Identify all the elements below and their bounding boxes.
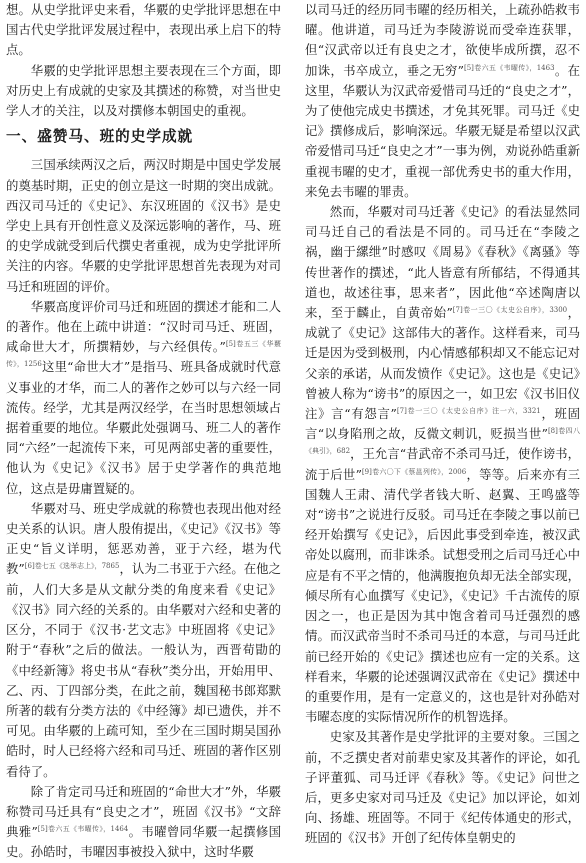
- paragraph: [6, 297, 281, 499]
- text-run: 华覈高度评价司马迁和班固的撰述才能和二人的著作。他在上疏中讲道：“汉时司马迁、班固，咸命世大才，所撰精妙，与六经俱传。”: [6, 298, 281, 355]
- text-run: 华覈对马、班史学成就的称赞也表现出他对经史关系的认识。唐人殷侑提出，《史记》《汉书》等正史“旨义详明，惩恶劝善，亚于六经，堪为代教”: [6, 500, 281, 577]
- text-run: ，认为二书亚于六经。在他之前，人们大多是从文献分类的角度来看《史记》《汉书》同六经的关系的。由华覈对六经和史著的区分，不同于《汉书·艺文志》中班固将《史记》附于“春秋”之后的做法。一般认为，西晋荀勖的《中经新簿》将史书从“春秋”类分出，开始用甲、乙、丙、丁四部分类，在此之前，魏国秘书郎郑默所著的载有分类方法的《中经簿》却已遗佚，并不可见。由华覈的上疏可知，至少在三国时期吴国孙皓时，时人已经将六经和司马迁、班固的著作区别看待了。: [6, 561, 281, 779]
- left-column: [6, 0, 281, 860]
- text-run: 除了肯定司马迁和班固的“命世大才”外，华覈称赞司马迁具有“良史之才”，班固《汉书》“文辞典雅”: [6, 783, 281, 840]
- paragraph: 史家及其著作是史学批评的主要对象。三国之前，不乏撰史者对前辈史家及其著作的评论，如孔子评董狐、司马迁评《春秋》等。《史记》问世之后，更多史家对司马迁及《史记》加以评论，如刘向、扬雄、班固等。不同于《纪传体通史的形式，班固的《汉书》开创了纪传体皇朝史的: [305, 729, 580, 846]
- text-run: ，班固言“以身陷刑之故，反微文刺讥，贬损当世”: [305, 406, 581, 442]
- paragraph: [305, 0, 580, 202]
- text-run: 以司马迁的经历同韦曜的经历相关，上疏孙皓救韦曜。他讲道，司马迁为李陵游说而受牵连获罪，但“汉武帝以迁有良史之才，欲使毕成所撰，忍不加诛，书卒成立，垂之无穷”: [305, 2, 580, 78]
- text-run: 。在这里，华覈认为汉武帝爱惜司马迁的“良史之才”，为了使他完成史书撰述，才免其死罪。司马迁《史记》撰修成后，影响深远。华覈无疑是希望以汉武帝爱惜司马迁“良史之才”一事为例，劝说孙皓重新重视韦曜的史才，重视一部优秀史书的重大作用，来免去韦曜的罪责。: [305, 62, 580, 199]
- citation-note: [5]卷五三《华覈传》，1256: [6, 340, 281, 369]
- citation-note: [5]卷六五《韦曜传》，1464: [37, 825, 129, 833]
- text-run: 然而，华覈对司马迁著《史记》的看法显然同司马迁自己的看法是不同的。司马迁在“李陵之祸，幽于縲绁”时感叹《周易》《春秋》《离骚》等传世著作的撰述，“此人皆意有所郁结，不得通其道也，故述往事，思来者”，因此他“卒述陶唐以来，至于麟止，自黄帝始”: [305, 204, 580, 321]
- paragraph: [6, 499, 281, 782]
- citation-note: [7]卷一三〇《太史公自序》注一六，3321: [396, 406, 541, 415]
- text-run: 。韦曜曾同华覈一起撰修国史。孙皓时，韦曜因事被投入狱中，这时华覈: [6, 824, 281, 860]
- paragraph: 想。从史学批评史来看，华覈的史学批评思想在中国古代史学批评发展过程中，表现出承上启下的特点。: [6, 2, 281, 58]
- citation-note: [6]卷七五《选举志上》，7865: [24, 562, 120, 571]
- text-run: ，等等。后来亦有三国魏人王肃、清代学者钱大昕、赵翼、王鸣盛等对“谤书”之说进行反驳。司马迁在李陵之事以前已经开始撰写《史记》，后因此事受到牵连，被汉武帝处以腐刑，而非诛杀。试想受刑之后司马迁心中应是有不平之情的，他满腹抱负却无法全部实现，倾尽所有心血撰写《史记》，《史记》千古流传的原因之一，也正是因为其中饱含着司马迁强烈的感情。而汉武帝当时不杀司马迁的本意，与司马迁此前已经开始的《史记》撰述也应有一定的关系。这样看来，华覈的论述强调汉武帝在《史记》撰述中的重要作用，是有一定意义的，这也是针对孙皓对韦曜态度的实际情况所作的机智选择。: [305, 466, 581, 725]
- text-run: 这里“命世大才”是指马、班具备成就时代意义事业的才华，而二人的著作之妙可以与六经一同流传。经学，尤其是两汉经学，在当时思想领域占据着重要的地位。华覈此处强调马、班二人的著作同“六经”一起流传下来，可见两部史著的重要性，他认为《史记》《汉书》居于史学著作的典范地位，这点是毋庸置疑的。: [6, 359, 281, 496]
- text-run: ，成就了《史记》这部伟大的著作。这样看来，司马迁是因为受到极刑，内心情感郁积却又不能忘记对父亲的承诺，从而发愤作《史记》。这也是《史记》曾被人称为“谤书”的原因之一，如卫宏《汉书旧仪注》言“有怨言”: [305, 305, 581, 422]
- section-heading: 一、盛赞马、班的史学成就: [6, 128, 194, 146]
- right-column: [305, 0, 581, 846]
- citation-note: [5]卷六五《韦曜传》，1463: [464, 63, 555, 72]
- citation-note: [7]卷一三〇《太史公自序》，3300: [452, 305, 568, 314]
- paragraph: 华覈的史学批评思想主要表现在三个方面，即对历史上有成就的史家及其撰述的称赞，对当世史学人才的关注，以及对撰修本朝国史的重视。: [6, 62, 281, 119]
- citation-note: [8]卷四八《典引》，682: [305, 427, 580, 456]
- text-run: ，王允言“昔武帝不杀司马迁，使作谤书，流于后世”: [305, 446, 580, 482]
- paragraph: 三国承续两汉之后，两汉时期是中国史学发展的奠基时期，正史的创立是这一时期的突出成就。西汉司马迁的《史记》、东汉班固的《汉书》是史学史上具有开创性意义及深远影响的著作，马、班的史学成就受到后代撰史者重视，成为史学批评所关注的内容。华覈的史学批评思想首先表现为对司马迁和班固的评价。: [6, 157, 281, 294]
- paragraph: [305, 202, 580, 727]
- citation-note: [9]卷六〇下《蔡邕列传》，2006: [361, 467, 467, 476]
- paragraph: [6, 782, 281, 863]
